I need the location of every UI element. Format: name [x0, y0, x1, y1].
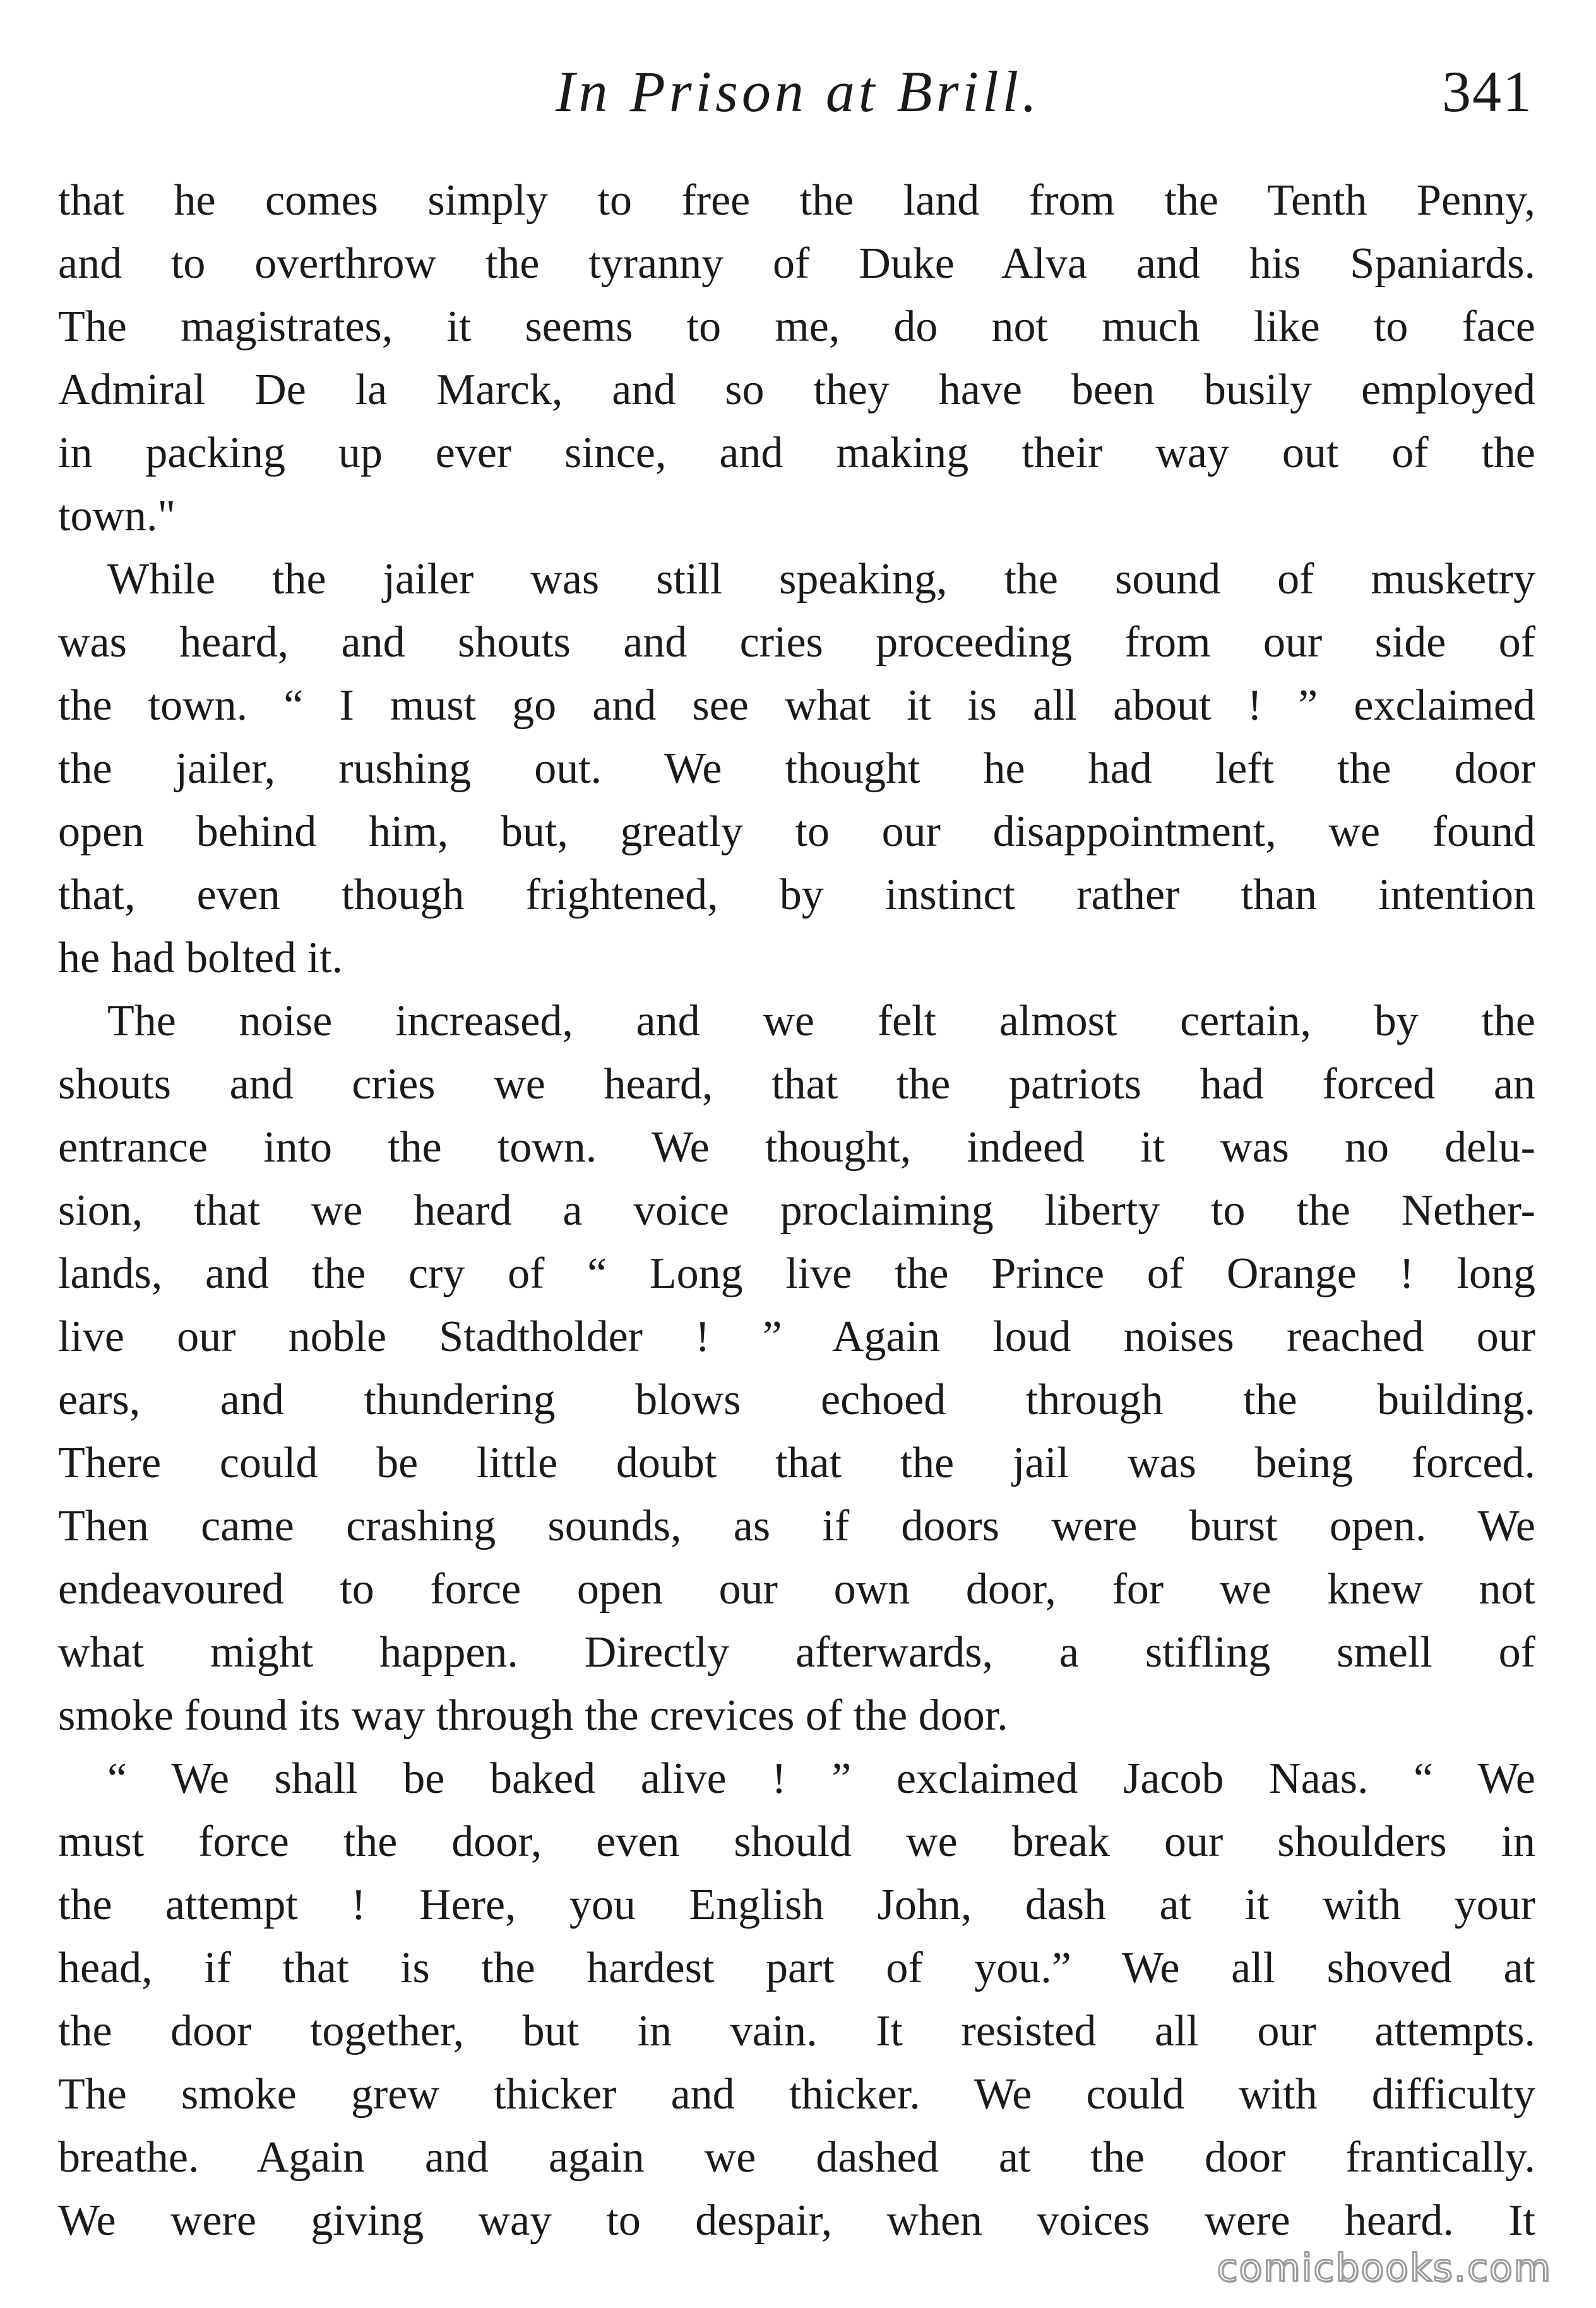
text-line: in packing up ever since, and making their way out of the [58, 429, 1535, 477]
body-text [58, 169, 1535, 2252]
text-line: breathe. Again and again we dashed at the door frantically. [58, 2133, 1535, 2182]
running-header [0, 51, 1596, 133]
text-line: entrance into the town. We thought, indeed it was no delu- [58, 1123, 1535, 1172]
text-line: shouts and cries we heard, that the patriots had forced an [58, 1060, 1535, 1109]
text-line: The noise increased, and we felt almost certain, by the [107, 997, 1535, 1045]
text-line: he had bolted it. [58, 934, 343, 982]
text-line: lands, and the cry of “ Long live the Prince of Orange ! long [58, 1249, 1535, 1298]
running-title: In Prison at Brill. [555, 59, 1041, 124]
text-line: must force the door, even should we break our shoulders in [58, 1817, 1535, 1866]
text-line: head, if that is the hardest part of you.” We all shoved at [58, 1944, 1535, 1992]
text-line: Then came crashing sounds, as if doors were burst open. We [58, 1502, 1535, 1550]
text-line: town." [58, 492, 176, 540]
text-line: The smoke grew thicker and thicker. We could with difficulty [58, 2070, 1535, 2119]
paragraph [58, 1747, 1535, 2252]
text-line: While the jailer was still speaking, the sound of musketry [107, 555, 1535, 604]
text-line: that, even though frightened, by instinct rather than intention [58, 871, 1535, 919]
text-line: the door together, but in vain. It resisted all our attempts. [58, 2007, 1535, 2055]
text-line: ears, and thundering blows echoed through the building. [58, 1376, 1535, 1424]
text-line: The magistrates, it seems to me, do not much like to face [58, 302, 1535, 351]
paragraph [58, 169, 1535, 548]
text-line: open behind him, but, greatly to our disappointment, we found [58, 807, 1535, 856]
text-line: live our noble Stadtholder ! ” Again loud noises reached our [58, 1312, 1535, 1361]
text-line: We were giving way to despair, when voices were heard. It [58, 2196, 1535, 2245]
text-line: sion, that we heard a voice proclaiming liberty to the Nether- [58, 1186, 1535, 1235]
text-line: was heard, and shouts and cries proceeding from our side of [58, 618, 1535, 667]
text-line: what might happen. Directly afterwards, a stifling smell of [58, 1628, 1535, 1677]
paragraph [58, 990, 1535, 1747]
text-line: that he comes simply to free the land from the Tenth Penny, [58, 176, 1535, 225]
text-line: Admiral De la Marck, and so they have been busily employed [58, 366, 1535, 414]
paragraph [58, 548, 1535, 990]
text-line: endeavoured to force open our own door, for we knew not [58, 1565, 1535, 1614]
text-line: “ We shall be baked alive ! ” exclaimed Jacob Naas. “ We [107, 1754, 1535, 1803]
text-line: the attempt ! Here, you English John, dash at it with your [58, 1881, 1535, 1929]
text-line: There could be little doubt that the jail was being forced. [58, 1439, 1535, 1487]
text-line: the jailer, rushing out. We thought he had left the door [58, 744, 1535, 793]
text-line: smoke found its way through the crevices of the door. [58, 1691, 1008, 1740]
page-number: 341 [1442, 59, 1533, 124]
text-line: the town. “ I must go and see what it is all about ! ” exclaimed [58, 681, 1535, 730]
watermark: comicbooks.com [1217, 2246, 1552, 2290]
text-line: and to overthrow the tyranny of Duke Alva and his Spaniards. [58, 239, 1535, 288]
